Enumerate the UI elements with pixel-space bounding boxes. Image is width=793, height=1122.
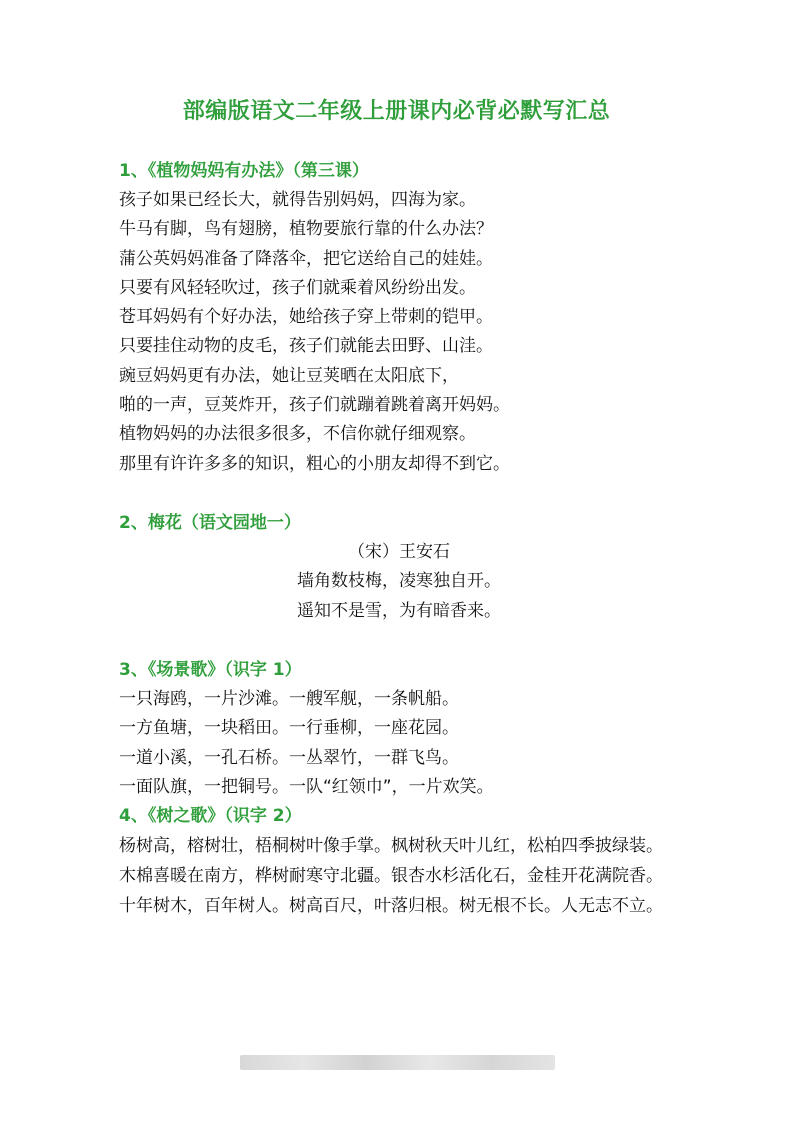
section-2 [119,508,679,626]
text-paragraph: 木棉喜暖在南方，桦树耐寒守北疆。银杏水杉活化石，金桂开花满院香。 [119,866,663,886]
poem-line: 墙角数枝梅，凌寒独自开。 [297,571,501,592]
blurred-footer-watermark [240,1055,555,1070]
text-line: 一道小溪，一孔石桥。一丛翠竹，一群飞鸟。 [119,747,459,768]
section-heading: 3、《场景歌》（识字 1） [119,660,302,680]
text-line: 只要有风轻轻吹过，孩子们就乘着风纷纷出发。 [119,277,476,298]
text-line: 啪的一声，豆荚炸开，孩子们就蹦着跳着离开妈妈。 [119,395,510,416]
text-line: 植物妈妈的办法很多很多，不信你就仔细观察。 [119,424,476,445]
text-line: 一方鱼塘，一块稻田。一行垂柳，一座花园。 [119,718,459,739]
text-paragraph: 十年树木，百年树人。树高百尺，叶落归根。树无根不长。人无志不立。 [119,896,663,916]
poem-line: 遥知不是雪，为有暗香来。 [297,600,501,621]
text-line: 一面队旗，一把铜号。一队“红领巾”，一片欢笑。 [119,776,494,797]
text-line: 牛马有脚，鸟有翅膀，植物要旅行靠的什么办法？ [119,219,493,240]
text-line: 只要挂住动物的皮毛，孩子们就能去田野、山洼。 [119,336,493,357]
text-line: 苍耳妈妈有个好办法，她给孩子穿上带刺的铠甲。 [119,307,493,328]
text-line: 那里有许许多多的知识，粗心的小朋友却得不到它。 [119,453,510,474]
section-heading: 1、《植物妈妈有办法》（第三课） [119,161,369,181]
document-title: 部编版语文二年级上册课内必背必默写汇总 [182,99,611,124]
text-line: 一只海鸥，一片沙滩。一艘军舰，一条帆船。 [119,689,459,709]
section-heading: 4、《树之歌》（识字 2） [119,806,302,826]
section-heading: 2、梅花（语文园地一） [119,513,301,533]
text-line: 孩子如果已经长大，就得告别妈妈，四海为家。 [119,190,476,210]
section-3 [119,655,679,802]
text-paragraph: 杨树高，榕树壮，梧桐树叶像手掌。枫树秋天叶儿红，松柏四季披绿装。 [119,836,663,856]
section-1 [119,156,679,479]
poem-author: （宋）王安石 [348,542,450,562]
text-line: 豌豆妈妈更有办法，她让豆荚晒在太阳底下， [119,365,459,386]
text-line: 蒲公英妈妈准备了降落伞，把它送给自己的娃娃。 [119,248,493,269]
section-4 [119,801,679,921]
